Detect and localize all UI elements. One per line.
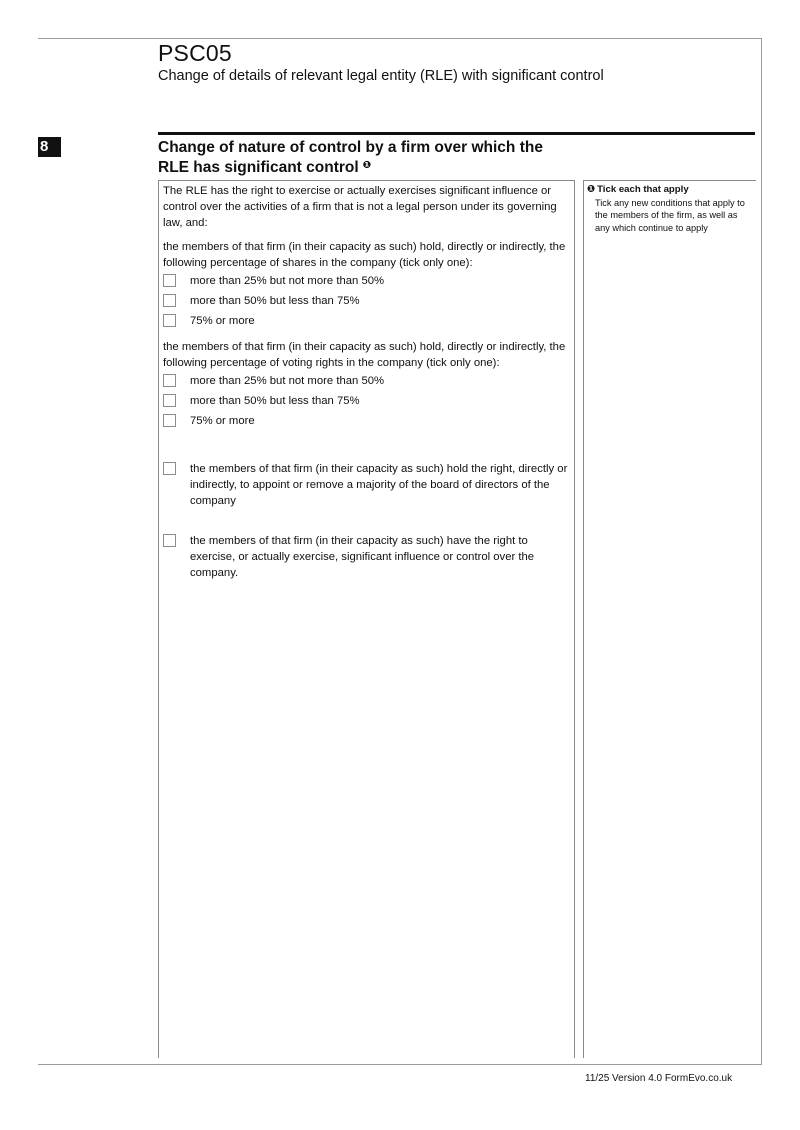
shares-25-50-checkbox[interactable] — [163, 274, 176, 287]
section-number: 8 — [38, 137, 61, 157]
guidance-marker: ❶ — [587, 184, 596, 195]
spacer — [163, 509, 573, 533]
guidance-note — [587, 184, 752, 234]
voting-options — [163, 373, 573, 433]
board-option-label: the members of that firm (in their capacity as such) hold the right, directly or indirectly, to appoint or remove a majority of the board of directors of the company — [190, 463, 568, 507]
significant-influence-checkbox[interactable] — [163, 534, 176, 547]
shares-option-label: more than 25% but not more than 50% — [190, 275, 385, 287]
shares-lead-text: the members of that firm (in their capacity as such) hold, directly or indirectly, the following percentage of shares in the company (tick only one): — [163, 241, 566, 269]
guidance-note-marker: ❶ — [362, 160, 372, 171]
board-option — [163, 461, 573, 509]
form-subtitle: Change of details of relevant legal entity (RLE) with significant control — [158, 68, 604, 84]
shares-75-plus-checkbox[interactable] — [163, 314, 176, 327]
guidance-box — [583, 180, 756, 1058]
section-divider — [158, 132, 755, 135]
board-appointment-checkbox[interactable] — [163, 462, 176, 475]
voting-25-50-checkbox[interactable] — [163, 374, 176, 387]
shares-option — [163, 273, 573, 293]
section-title — [158, 139, 578, 177]
shares-option-label: more than 50% but less than 75% — [190, 295, 360, 307]
form-code: PSC05 — [158, 40, 232, 66]
footer-version: 11/25 Version 4.0 FormEvo.co.uk — [585, 1073, 733, 1084]
frame-top-rule — [38, 38, 762, 39]
shares-50-75-checkbox[interactable] — [163, 294, 176, 307]
voting-option-label: more than 25% but not more than 50% — [190, 375, 385, 387]
influence-option — [163, 533, 573, 581]
voting-lead-text: the members of that firm (in their capacity as such) hold, directly or indirectly, the following percentage of voting rights in the company (tick only one): — [163, 341, 566, 369]
frame-bottom-rule — [38, 1064, 762, 1065]
guidance-heading-text: Tick each that apply — [597, 184, 689, 195]
guidance-body: Tick any new conditions that apply to the members of the firm, as well as any which continue to apply — [595, 197, 745, 233]
voting-option-label: more than 50% but less than 75% — [190, 395, 360, 407]
voting-50-75-checkbox[interactable] — [163, 394, 176, 407]
spacer — [163, 437, 573, 461]
influence-option-label: the members of that firm (in their capacity as such) have the right to exercise, or actually exercise, significant influence or control over the company. — [190, 535, 535, 579]
voting-option-label: 75% or more — [190, 415, 255, 427]
voting-option — [163, 413, 573, 433]
section-title-text: Change of nature of control by a firm over which the RLE has significant control — [158, 139, 543, 176]
voting-option — [163, 373, 573, 393]
shares-option — [163, 313, 573, 333]
frame-right-rule — [761, 38, 762, 1065]
shares-option-label: 75% or more — [190, 315, 255, 327]
voting-option — [163, 393, 573, 413]
form-content — [163, 183, 573, 581]
guidance-heading — [587, 184, 752, 197]
voting-75-plus-checkbox[interactable] — [163, 414, 176, 427]
shares-option — [163, 293, 573, 313]
shares-options — [163, 273, 573, 333]
intro-text: The RLE has the right to exercise or actually exercises significant influence or control over the activities of a firm that is not a legal person under its governing law, and: — [163, 185, 557, 229]
